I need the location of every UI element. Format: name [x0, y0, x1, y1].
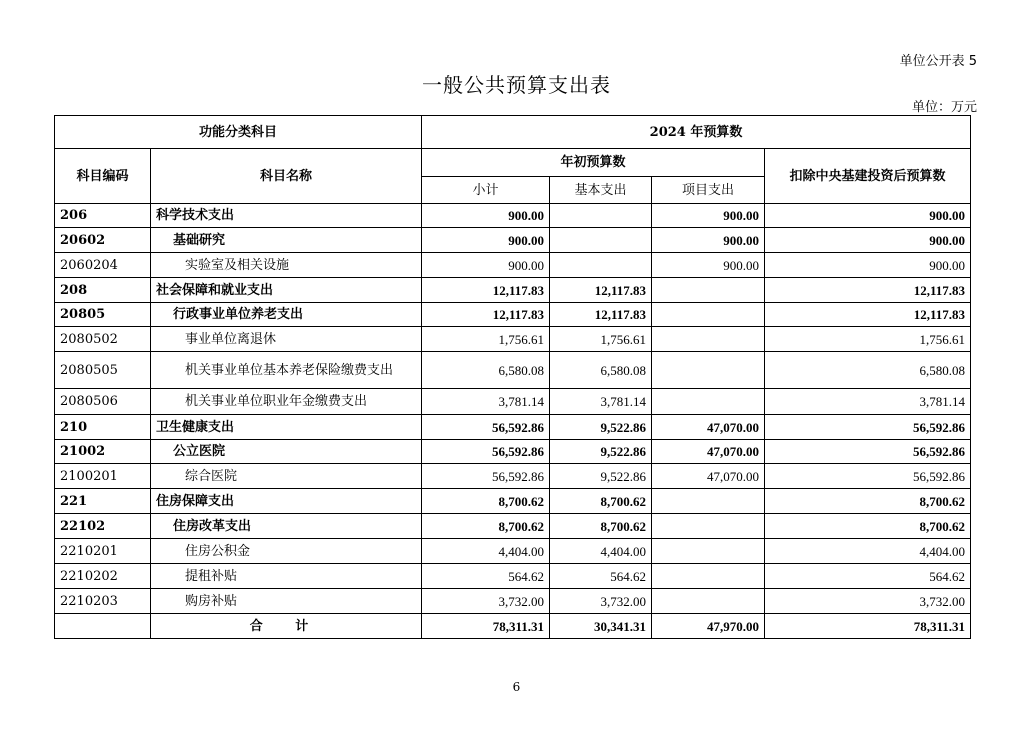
table-row: [55, 303, 971, 327]
table-row: [55, 489, 971, 514]
row-name: 科学技术支出: [151, 204, 422, 228]
header-basic: 基本支出: [550, 177, 652, 204]
row-basic: 1,756.61: [550, 327, 652, 352]
row-name: 卫生健康支出: [151, 415, 422, 440]
row-code: 208: [55, 278, 151, 303]
row-code: 2080506: [55, 389, 151, 415]
row-subtotal: 900.00: [422, 228, 550, 253]
row-name: 住房保障支出: [151, 489, 422, 514]
row-name: 事业单位离退休: [151, 327, 422, 352]
table-row: [55, 589, 971, 614]
row-name: 购房补贴: [151, 589, 422, 614]
row-name: 基础研究: [151, 228, 422, 253]
row-after: 3,732.00: [765, 589, 971, 614]
table-row: [55, 389, 971, 415]
row-code: 2210201: [55, 539, 151, 564]
row-project: [652, 489, 765, 514]
row-code: 221: [55, 489, 151, 514]
row-code: 20805: [55, 303, 151, 327]
table-row: [55, 253, 971, 278]
row-subtotal: 6,580.08: [422, 352, 550, 389]
row-project: 900.00: [652, 253, 765, 278]
row-basic: 12,117.83: [550, 303, 652, 327]
row-subtotal: 56,592.86: [422, 440, 550, 464]
row-subtotal: 8,700.62: [422, 514, 550, 539]
row-name: 实验室及相关设施: [151, 253, 422, 278]
row-basic: 4,404.00: [550, 539, 652, 564]
table-row: [55, 564, 971, 589]
total-label: 合 计: [151, 614, 422, 639]
row-after: 900.00: [765, 204, 971, 228]
header-2024-budget: 2024 年预算数: [422, 116, 971, 149]
row-subtotal: 900.00: [422, 204, 550, 228]
row-basic: 9,522.86: [550, 464, 652, 489]
row-code: 2080502: [55, 327, 151, 352]
row-basic: 8,700.62: [550, 514, 652, 539]
table-row: [55, 278, 971, 303]
row-project: [652, 278, 765, 303]
table-row: [55, 464, 971, 489]
page-title: 一般公共预算支出表: [422, 73, 611, 97]
row-name: 提租补贴: [151, 564, 422, 589]
row-basic: 12,117.83: [550, 278, 652, 303]
row-after: 12,117.83: [765, 278, 971, 303]
row-code: 210: [55, 415, 151, 440]
row-basic: 9,522.86: [550, 440, 652, 464]
row-basic: 6,580.08: [550, 352, 652, 389]
unit-label: 单位：万元: [911, 100, 977, 115]
header-after-deduction: 扣除中央基建投资后预算数: [765, 149, 971, 204]
budget-table: [54, 115, 971, 639]
row-subtotal: 3,781.14: [422, 389, 550, 415]
row-project: [652, 327, 765, 352]
row-basic: [550, 228, 652, 253]
row-subtotal: 1,756.61: [422, 327, 550, 352]
row-project: [652, 352, 765, 389]
row-after: 900.00: [765, 228, 971, 253]
row-after: 56,592.86: [765, 415, 971, 440]
row-after: 12,117.83: [765, 303, 971, 327]
row-project: [652, 514, 765, 539]
row-name: 综合医院: [151, 464, 422, 489]
row-project: [652, 589, 765, 614]
row-subtotal: 12,117.83: [422, 278, 550, 303]
row-name: 机关事业单位基本养老保险缴费支出: [151, 352, 422, 389]
table-number-label: 单位公开表 5: [899, 54, 977, 69]
row-basic: 564.62: [550, 564, 652, 589]
row-after: 8,700.62: [765, 514, 971, 539]
row-subtotal: 8,700.62: [422, 489, 550, 514]
row-code: 2080505: [55, 352, 151, 389]
row-code: 2210202: [55, 564, 151, 589]
row-after: 56,592.86: [765, 440, 971, 464]
table-row: [55, 352, 971, 389]
row-after: 564.62: [765, 564, 971, 589]
row-name: 公立医院: [151, 440, 422, 464]
row-project: 900.00: [652, 204, 765, 228]
row-code: 21002: [55, 440, 151, 464]
row-basic: [550, 253, 652, 278]
row-name: 住房公积金: [151, 539, 422, 564]
row-after: 1,756.61: [765, 327, 971, 352]
row-subtotal: 56,592.86: [422, 415, 550, 440]
total-basic: 30,341.31: [550, 614, 652, 639]
row-name: 行政事业单位养老支出: [151, 303, 422, 327]
table-row: [55, 228, 971, 253]
row-subtotal: 900.00: [422, 253, 550, 278]
row-name: 机关事业单位职业年金缴费支出: [151, 389, 422, 415]
table-row: [55, 514, 971, 539]
total-code-cell: [55, 614, 151, 639]
row-after: 6,580.08: [765, 352, 971, 389]
row-after: 4,404.00: [765, 539, 971, 564]
header-function-classification: 功能分类科目: [55, 116, 422, 149]
header-name: 科目名称: [151, 149, 422, 204]
row-project: [652, 539, 765, 564]
row-after: 56,592.86: [765, 464, 971, 489]
row-code: 20602: [55, 228, 151, 253]
row-basic: [550, 204, 652, 228]
row-project: 47,070.00: [652, 415, 765, 440]
table-row: [55, 415, 971, 440]
row-subtotal: 12,117.83: [422, 303, 550, 327]
row-code: 2210203: [55, 589, 151, 614]
row-subtotal: 56,592.86: [422, 464, 550, 489]
total-subtotal: 78,311.31: [422, 614, 550, 639]
table-row: [55, 440, 971, 464]
total-project: 47,970.00: [652, 614, 765, 639]
row-basic: 3,781.14: [550, 389, 652, 415]
row-project: 47,070.00: [652, 464, 765, 489]
row-basic: 3,732.00: [550, 589, 652, 614]
table-row: [55, 327, 971, 352]
row-code: 2100201: [55, 464, 151, 489]
row-after: 8,700.62: [765, 489, 971, 514]
row-name: 住房改革支出: [151, 514, 422, 539]
total-row: [55, 614, 971, 639]
page-number: 6: [512, 680, 521, 694]
total-after: 78,311.31: [765, 614, 971, 639]
row-subtotal: 4,404.00: [422, 539, 550, 564]
header-code: 科目编码: [55, 149, 151, 204]
row-subtotal: 3,732.00: [422, 589, 550, 614]
row-project: 47,070.00: [652, 440, 765, 464]
row-subtotal: 564.62: [422, 564, 550, 589]
row-name: 社会保障和就业支出: [151, 278, 422, 303]
header-initial-budget: 年初预算数: [422, 149, 765, 177]
row-after: 3,781.14: [765, 389, 971, 415]
table-row: [55, 539, 971, 564]
row-code: 206: [55, 204, 151, 228]
row-basic: 9,522.86: [550, 415, 652, 440]
row-project: [652, 389, 765, 415]
row-project: [652, 303, 765, 327]
header-project: 项目支出: [652, 177, 765, 204]
row-code: 22102: [55, 514, 151, 539]
table-row: [55, 204, 971, 228]
row-code: 2060204: [55, 253, 151, 278]
header-subtotal: 小计: [422, 177, 550, 204]
row-after: 900.00: [765, 253, 971, 278]
row-project: [652, 564, 765, 589]
row-project: 900.00: [652, 228, 765, 253]
row-basic: 8,700.62: [550, 489, 652, 514]
